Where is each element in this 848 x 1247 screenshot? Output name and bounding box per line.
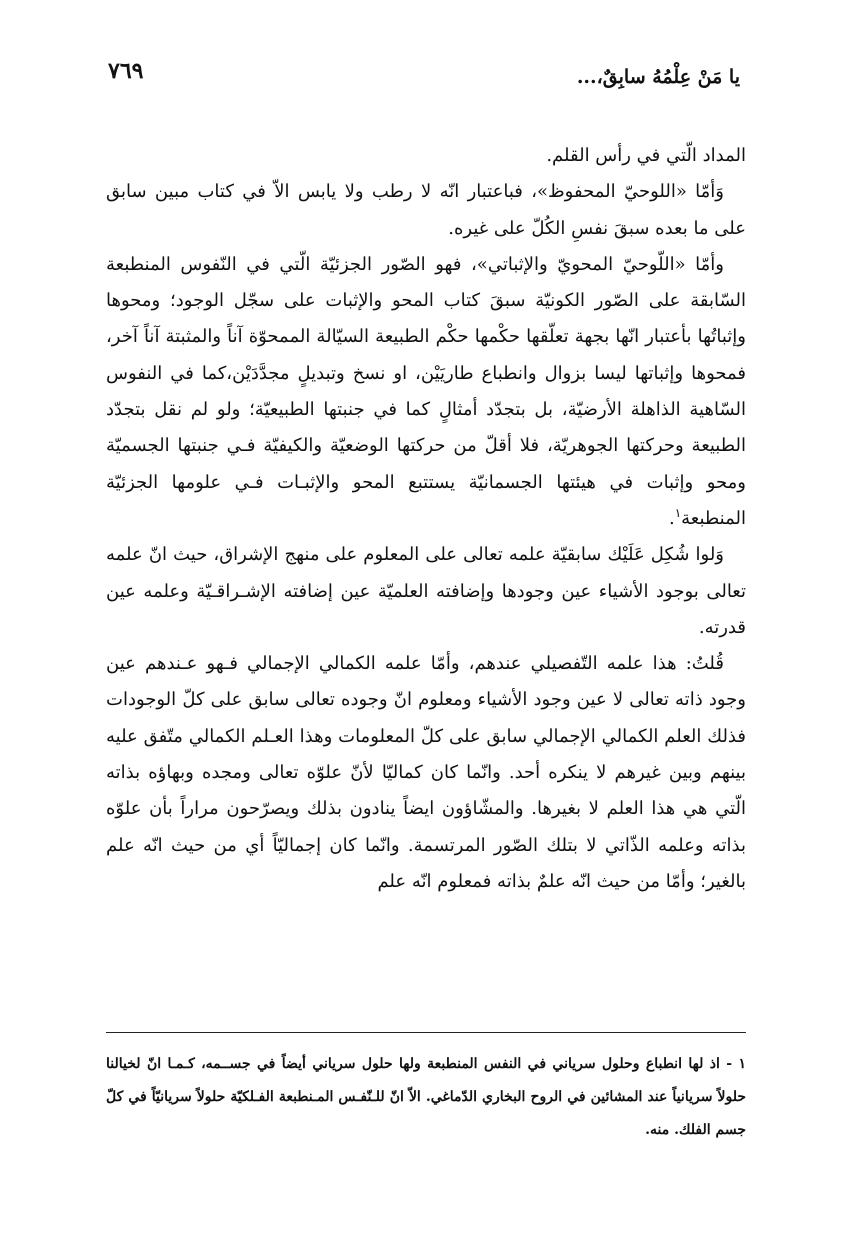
footnote-marker[interactable]: ١ [674,505,682,520]
footnote-divider [106,1032,746,1033]
paragraph-end-punct: . [668,507,675,529]
footnote: ١ - اذ لها انطباع وحلول سرياني في النفس المنطبعة ولها حلول سرياني أيضاً في جســمه، كـمـا انّ لخيالنا حلولاً سريانياً عند المشائين في الروح البخاري الدّماغي. الاّ انّ للـنّفـس المـنطبعة الفـلكيّة حلولاً سريانيّاً في كلّ جسم الفلك. منه. [106,1056,746,1138]
paragraph: وَلوا شُكِل عَلَيْك سابقيّة علمه تعالى على المعلوم على منهج الإشراق، حيث انّ علمه تعالى بوجود الأشياء عين وجودها وإضافته العلميّة عين إضافته الإشـراقـيّة وعلمه عين قدرته. [106,544,746,638]
page-number: ٧٦٩ [108,58,144,84]
paragraph: قُلتُ: هذا علمه التّفصيلي عندهم، وأمّا علمه الكمالي الإجمالي فـهو عـندهم عين وجود ذاته تعالى لا عين وجود الأشياء ومعلوم انّ وجوده تعالى سابق على كلّ الوجودات فذلك العلم الكمالي الإجمالي سابق على كلّ المعلومات وهذا العـلم الكمالي متّفق عليه بينهم وبين غيرهم لا ينكره أحد. وانّما كان كماليّا لأنّ علوّه تعالى ومجده وبهاؤه بذاته الّتي هي هذا العلم لا بغيرها. والمشّاؤون ايضاً ينادون بذلك ويصرّحون مراراً بأن علوّه بذاته وعلمه الذّاتي لا بتلك الصّور المرتسمة. وانّما كان إجماليّاً أي من حيث انّه علم بالغير؛ وأمّا من حيث انّه علمٌ بذاته فمعلوم انّه علم [106,653,746,892]
main-text [106,138,746,900]
paragraph [106,247,746,537]
paragraph-text: وأمّا «اللّوحيّ المحويّ والإثباتي»، فهو الصّور الجزئيّة الّتي في النّفوس المنطبعة السّابقة على الصّور الكونيّة سبقَ كتاب المحو والإثبات على سجّل الوجود؛ ومحوها وإثباتُها بأعتبار انّها بجهة تعلّقها حكْمها حكْم الطبيعة السيّالة الممحوّة آناً والمثبتة آناً آخر، فمحوها وإثباتها ليسا بزوال وانطباع طاريَيْن، او نسخ وتبديلٍ مجدَّدَيْن،كما في النفوس السّاهية الذاهلة الأرضيّة، بل بتجدّد أمثالٍ كما في جنبتها الطبيعيّة؛ ولو لم نقل بتجدّد الطبيعة وحركتها الجوهريّة، فلا أقلّ من حركتها الوضعيّة والكيفيّة فـي جنبتها الجسميّة ومحو وإثبات في هيئتها الجسمانيّة يستتبع المحو والإثبـات فـي علومها الجزئيّة المنطبعة [106,253,746,529]
paragraph: المداد الّتي في رأس القلم. [546,145,746,166]
paragraph: وَأمّا «اللوحيّ المحفوظ»، فباعتبار انّه لا رطب ولا يابس الاّ في كتاب مبين سابق على ما بعده سبقَ نفسِ الكُلّ على غيره. [106,181,746,239]
running-title: يا مَنْ عِلْمُهُ سابِقٌ،... [576,66,740,88]
